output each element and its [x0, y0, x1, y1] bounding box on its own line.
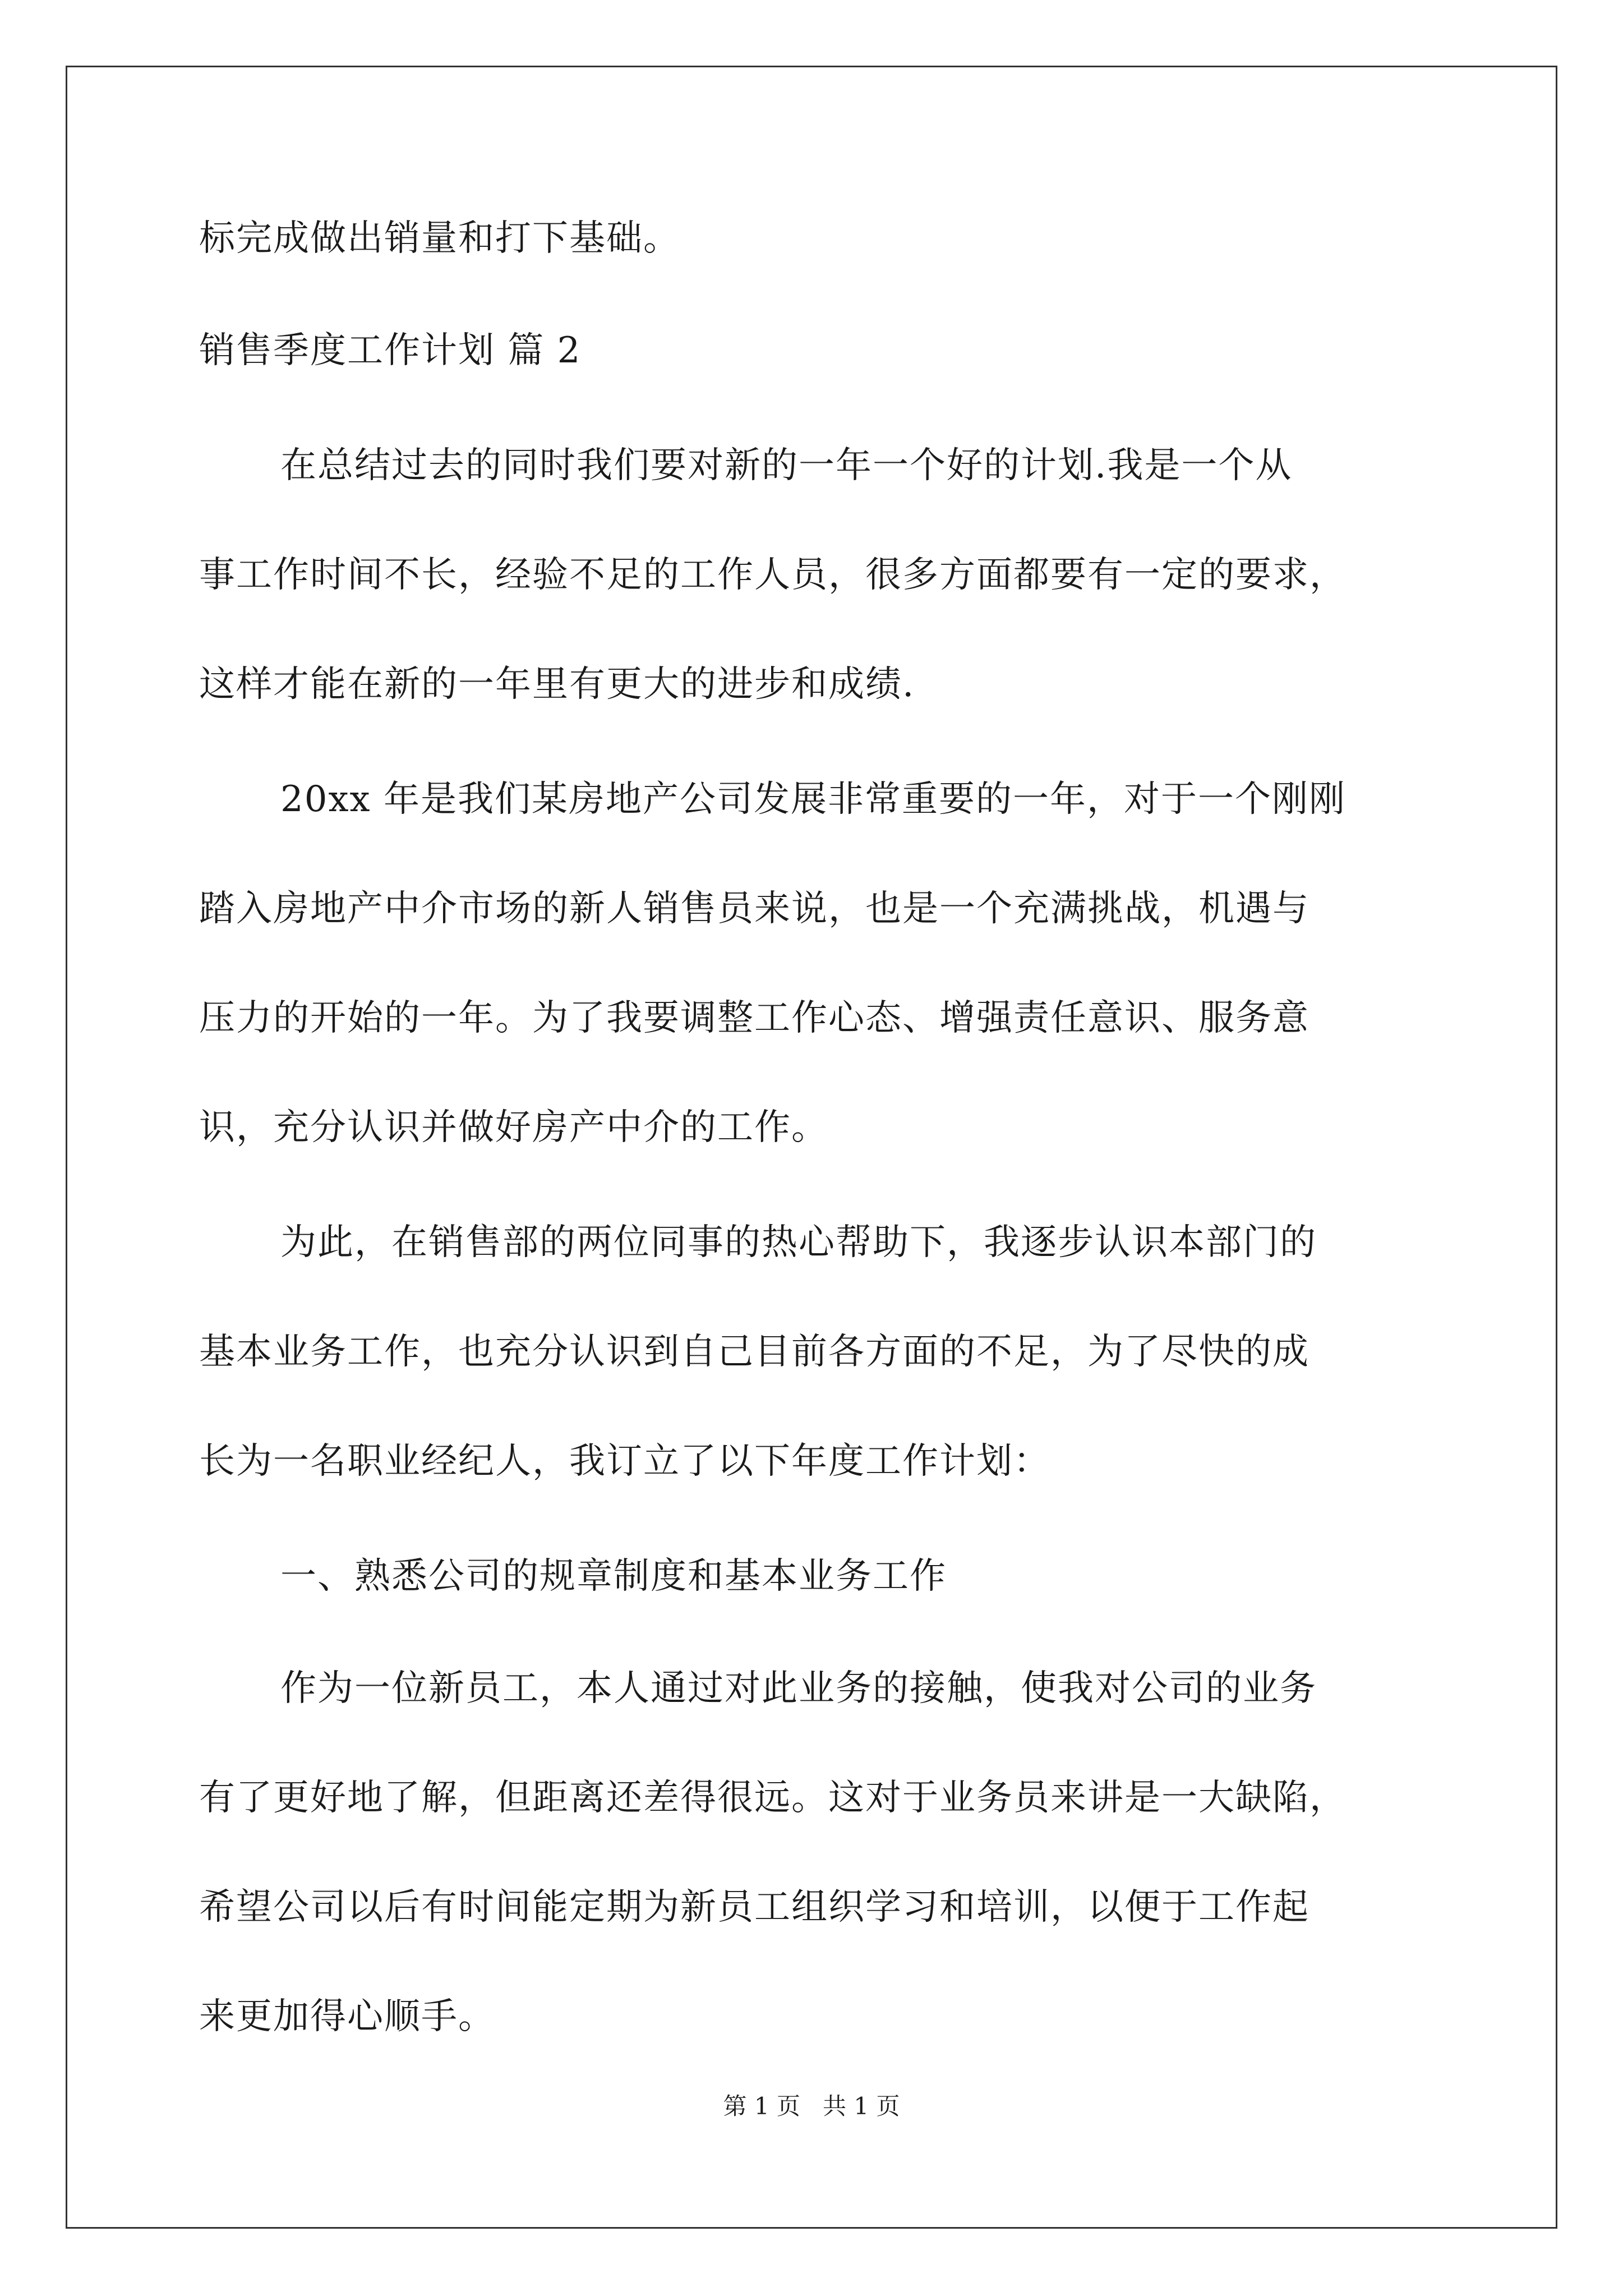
paragraph-line: 长为一名职业经纪人，我订立了以下年度工作计划： [199, 1441, 1050, 1482]
paragraph-line: 为此，在销售部的两位同事的热心帮助下，我逐步认识本部门的 [280, 1222, 1317, 1263]
paragraph-line: 事工作时间不长，经验不足的工作人员，很多方面都要有一定的要求， [199, 554, 1347, 596]
section-heading: 销售季度工作计划 篇 2 [199, 330, 582, 371]
paragraph-line: 压力的开始的一年。为了我要调整工作心态、增强责任意识、服务意 [199, 997, 1310, 1039]
paragraph-line: 踏入房地产中介市场的新人销售员来说，也是一个充满挑战，机遇与 [199, 888, 1310, 930]
paragraph-line: 作为一位新员工，本人通过对此业务的接触，使我对公司的业务 [280, 1668, 1317, 1709]
subheading-line: 一、熟悉公司的规章制度和基本业务工作 [280, 1556, 947, 1597]
paragraph-line: 来更加得心顺手。 [199, 1996, 495, 2037]
paragraph-line: 20xx 年是我们某房地产公司发展非常重要的一年，对于一个刚刚 [280, 779, 1346, 820]
paragraph-line: 在总结过去的同时我们要对新的一年一个好的计划.我是一个从 [280, 445, 1293, 486]
paragraph-line: 标完成做出销量和打下基础。 [199, 218, 680, 259]
paragraph-line: 识，充分认识并做好房产中介的工作。 [199, 1107, 828, 1148]
paragraph-line: 希望公司以后有时间能定期为新员工组织学习和培训，以便于工作起 [199, 1887, 1310, 1928]
paragraph-line: 这样才能在新的一年里有更大的进步和成绩. [199, 664, 915, 705]
paragraph-line: 基本业务工作，也充分认识到自己目前各方面的不足，为了尽快的成 [199, 1331, 1310, 1373]
paragraph-line: 有了更好地了解，但距离还差得很远。这对于业务员来讲是一大缺陷， [199, 1777, 1347, 1819]
page-footer: 第 1 页 共 1 页 [723, 2092, 900, 2120]
